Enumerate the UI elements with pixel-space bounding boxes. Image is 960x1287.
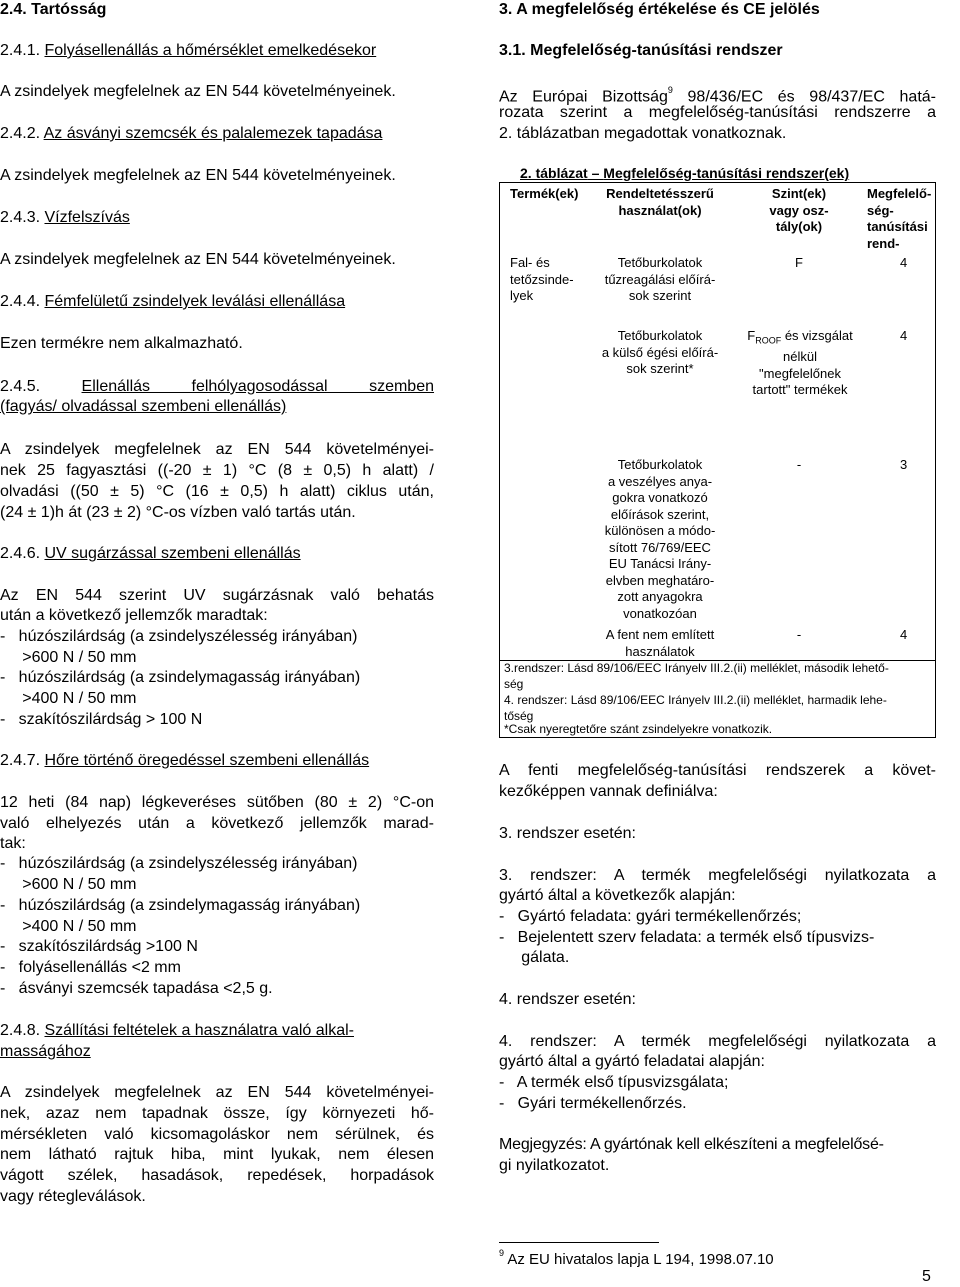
heading-2-4-8-line2: masságához <box>0 1043 91 1060</box>
table-row-2-system: 4 <box>900 328 908 343</box>
text-system-4-line: 4. rendszer: A termék megfelelőségi nyilatkozata a <box>499 1033 936 1050</box>
table-footnote: tőség <box>504 709 534 723</box>
table-row-1-system: 4 <box>900 255 908 270</box>
heading-2-4-5-line2: (fagyás/ olvadással szembeni ellenállás) <box>0 398 287 415</box>
list-item: - húzószilárdság (a zsindelyszélesség irányában) <box>0 628 358 645</box>
list-item: - szakítószilárdság > 100 N <box>0 711 203 728</box>
table-row-2-level: $F_{ROOF}$ és vizsgálat nélkül "megfelelőnek tartott" termékek <box>747 328 853 398</box>
text-3-1-line: rozata szerint a megfelelőség-tanúsítási rendszerre a <box>499 104 936 121</box>
list-item: - szakítószilárdság >100 N <box>0 938 198 955</box>
table-header-product: Termék(ek) <box>510 186 579 201</box>
table-row-2-use: Tetőburkolatok a külső égési előírá- sok szerint* <box>601 328 719 376</box>
list-item: - Gyártó feladata: gyári termékellenőrzés; <box>499 908 802 925</box>
table-row-1-use: Tetőburkolatok tűzreagálási előírá- sok szerint <box>604 255 716 303</box>
table-row-4-use: A fent nem említett használatok <box>605 627 715 659</box>
text-definitions-line: kezőképpen vannak definiálva: <box>499 783 718 800</box>
text-2-4-2: A zsindelyek megfelelnek az EN 544 követelményeinek. <box>0 167 396 184</box>
text-2-4-7-line: 12 heti (84 nap) légkeveréses sütőben (80 ± 2) °C-on <box>0 794 434 811</box>
heading-2-4-6: 2.4.6. UV sugárzással szembeni ellenállás <box>0 545 301 562</box>
table-row-1-level: F <box>795 255 803 270</box>
text-2-4-8-line: vagy rétegleválások. <box>0 1188 146 1205</box>
table-header-system: Megfelelő- ség- tanúsítási rend- <box>867 186 932 248</box>
text-2-4-8-line: mérsékleten való kicsomagoláskor nem sérülnek, és <box>0 1126 434 1143</box>
list-item: - Gyári termékellenőrzés. <box>499 1095 687 1112</box>
list-item: >600 N / 50 mm <box>0 876 137 893</box>
text-2-4-6-line: után a következő jellemzők maradtak: <box>0 607 268 624</box>
table-footnote: 3.rendszer: Lásd 89/106/EEC Irányelv III.2.(ii) melléklet, második lehető- <box>504 661 889 675</box>
text-2-4-5-line: (24 ± 1)h át (23 ± 2) °C-os vízben való tartás után. <box>0 504 356 521</box>
text-2-4-3: A zsindelyek megfelelnek az EN 544 követelményeinek. <box>0 251 396 268</box>
text-2-4-8-line: vágott szélek, hasadások, repedések, horpadások <box>0 1167 434 1184</box>
table-cell-product: Fal- és tetőzsinde- lyek <box>510 255 574 303</box>
table-row-4-level: - <box>796 627 802 642</box>
text-2-4-6-line: Az EN 544 szerint UV sugárzásnak való behatás <box>0 587 434 604</box>
heading-2-4-7: 2.4.7. Hőre történő öregedéssel szembeni ellenállás <box>0 752 370 769</box>
certification-table <box>499 182 936 738</box>
heading-3: 3. A megfelelőség értékelése és CE jelölés <box>499 1 820 18</box>
table-footnote: 4. rendszer: Lásd 89/106/EEC Irányelv III.2.(ii) melléklet, harmadik lehe- <box>504 693 887 707</box>
heading-2-4: 2.4. Tartósság <box>0 1 107 18</box>
list-item: - folyásellenállás <2 mm <box>0 959 181 976</box>
table-row-4-system: 4 <box>900 627 908 642</box>
list-item: - húzószilárdság (a zsindelyszélesség irányában) <box>0 855 358 872</box>
list-item: - ásványi szemcsék tapadása <2,5 g. <box>0 980 273 997</box>
text-2-4-8-line: nem látható rajtuk hiba, mint lyukak, nem élesen <box>0 1146 434 1163</box>
list-item: gálata. <box>499 949 570 966</box>
table-caption: 2. táblázat – Megfelelőség-tanúsítási rendszer(ek) <box>520 165 850 181</box>
text-2-4-5-line: olvadási ((50 ± 5) °C (16 ± 0,5) h alatt) ciklus után, <box>0 483 434 500</box>
text-system-3-line: 3. rendszer: A termék megfelelőségi nyilatkozata a <box>499 867 936 884</box>
heading-3-1: 3.1. Megfelelőség-tanúsítási rendszer <box>499 42 783 59</box>
text-2-4-8-line: nek, azaz nem tapadnak össze, így környezeti hő- <box>0 1105 434 1122</box>
table-row-3-use: Tetőburkolatok a veszélyes anya- gokra vonatkozó előírások szerint, különösen a módo- sított 76/769/EEC EU Tanácsi Irány- elvben meghatáro- zott anyagokra vonatkozóan <box>604 457 716 621</box>
table-footnote: *Csak nyeregtetőre szánt zsindelyekre vonatkozik. <box>504 722 773 736</box>
text-3-1-line: 2. táblázatban megadottak vonatkoznak. <box>499 125 787 142</box>
table-row-3-system: 3 <box>900 457 908 472</box>
text-2-4-4: Ezen termékre nem alkalmazható. <box>0 335 243 352</box>
heading-2-4-3: 2.4.3. Vízfelszívás <box>0 209 130 226</box>
text-2-4-5-line: A zsindelyek megfelelnek az EN 544 követelményei- <box>0 441 434 458</box>
text-2-4-5-line: nek 25 fagyasztási ((-20 ± 1) °C (8 ± 0,5) h alatt) / <box>0 462 434 479</box>
text-system-3-line: gyártó által a következők alapján: <box>499 887 736 904</box>
list-item: - húzószilárdság (a zsindelymagasság irányában) <box>0 669 361 686</box>
heading-2-4-1: 2.4.1. Folyásellenállás a hőmérséklet emelkedésekor <box>0 42 377 59</box>
heading-2-4-4: 2.4.4. Fémfelületű zsindelyek leválási ellenállása <box>0 293 346 310</box>
page-number: 5 <box>922 1268 931 1285</box>
heading-2-4-5-line1: 2.4.5. Ellenállás felhólyagosodással szemben <box>0 378 435 395</box>
text-2-4-7-line: való elhelyezés után a következő jellemzők marad- <box>0 815 434 832</box>
note-line: gi nyilatkozatot. <box>499 1157 610 1174</box>
list-item: >400 N / 50 mm <box>0 918 137 935</box>
footnote-separator <box>499 1242 659 1243</box>
text-2-4-1: A zsindelyek megfelelnek az EN 544 követelményeinek. <box>0 83 396 100</box>
text-3-1-line: Az Európai Bizottság$^9$ 98/436/EC és 98/437/EC hatá- <box>499 85 936 106</box>
page-footnote: $^9$ Az EU hivatalos lapja L 194, 1998.07.10 <box>499 1248 774 1268</box>
table-footnote: ség <box>504 677 524 691</box>
list-item: - A termék első típusvizsgálata; <box>499 1074 729 1091</box>
text-system-4-line: gyártó által a gyártó feladatai alapján: <box>499 1053 765 1070</box>
table-header-level: Szint(ek) vagy osz- tály(ok) <box>769 186 829 234</box>
list-item: - húzószilárdság (a zsindelymagasság irányában) <box>0 897 361 914</box>
text-2-4-7-line: tak: <box>0 835 26 852</box>
heading-system-3: 3. rendszer esetén: <box>499 825 636 842</box>
list-item: >400 N / 50 mm <box>0 690 137 707</box>
table-header-use: Rendeltetésszerű használat(ok) <box>606 186 714 218</box>
heading-system-4: 4. rendszer esetén: <box>499 991 636 1008</box>
list-item: - Bejelentett szerv feladata: a termék első típusvizs- <box>499 929 875 946</box>
table-row-3-level: - <box>796 457 802 472</box>
list-item: >600 N / 50 mm <box>0 649 137 666</box>
text-definitions-line: A fenti megfelelőség-tanúsítási rendszerek a követ- <box>499 762 936 779</box>
note-line: Megjegyzés: A gyártónak kell elkészíteni a megfelelősé- <box>499 1136 884 1153</box>
heading-2-4-2: 2.4.2. Az ásványi szemcsék és palalemezek tapadása <box>0 125 383 142</box>
text-2-4-8-line: A zsindelyek megfelelnek az EN 544 követelményei- <box>0 1084 434 1101</box>
heading-2-4-8-line1: 2.4.8. Szállítási feltételek a használatra való alkal- <box>0 1022 354 1039</box>
